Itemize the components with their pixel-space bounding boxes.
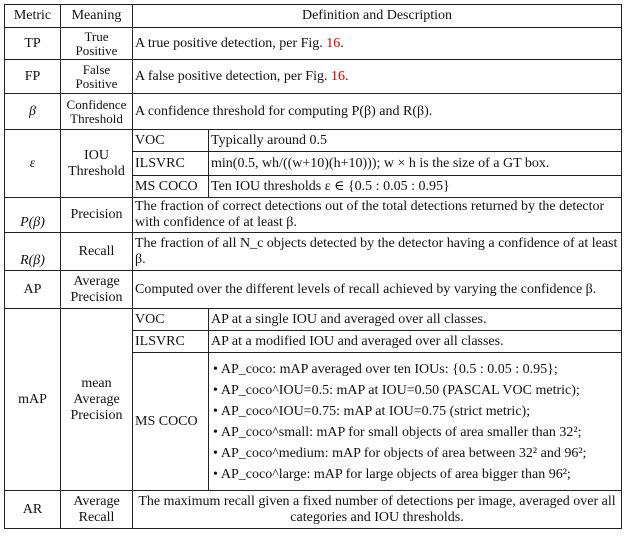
eps-sub-voc: VOC (133, 130, 209, 152)
header-metric: Metric (5, 5, 61, 28)
map-desc-ilsvrc: AP at a modified IOU and averaged over all classes. (209, 331, 622, 353)
eps-desc-coco: Ten IOU thresholds ε ∈ {0.5 : 0.05 : 0.95} (209, 176, 622, 198)
header-meaning: Meaning (61, 5, 133, 28)
meaning-ar: Average Recall (61, 491, 133, 529)
header-row (5, 5, 622, 28)
meaning-map: mean Average Precision (61, 309, 133, 491)
metric-fp: FP (5, 60, 61, 94)
desc-tp: A true positive detection, per Fig. 16. (133, 28, 622, 60)
table-row (5, 94, 622, 130)
map-sub-coco: MS COCO (133, 353, 209, 491)
map-sub-voc: VOC (133, 309, 209, 331)
metric-map: mAP (5, 309, 61, 491)
meaning-beta: Confidence Threshold (61, 94, 133, 130)
metric-tp: TP (5, 28, 61, 60)
meaning-epsilon: IOU Threshold (61, 130, 133, 198)
header-definition: Definition and Description (133, 5, 622, 28)
list-item: • AP_coco^IOU=0.75: mAP at IOU=0.75 (strict metric); (213, 403, 531, 419)
table-row (5, 309, 622, 331)
meaning-tp: True Positive (61, 28, 133, 60)
eps-sub-ilsvrc: ILSVRC (133, 152, 209, 176)
metric-recall: R(β) (5, 233, 61, 271)
map-sub-ilsvrc: ILSVRC (133, 331, 209, 353)
map-desc-voc: AP at a single IOU and averaged over all classes. (209, 309, 622, 331)
eps-desc-ilsvrc: min(0.5, wh/((w+10)(h+10))); w × h is the size of a GT box. (209, 152, 622, 176)
figure-ref-link[interactable]: 16 (330, 68, 345, 84)
metric-ar: AR (5, 491, 61, 529)
metric-beta: β (5, 94, 61, 130)
coco-metric-list (211, 359, 619, 485)
list-item: • AP_coco^medium: mAP for objects of area between 32² and 96²; (213, 445, 587, 461)
meaning-precision: Precision (61, 198, 133, 233)
eps-desc-voc: Typically around 0.5 (209, 130, 622, 152)
figure-ref-link[interactable]: 16 (326, 35, 341, 51)
metric-ap: AP (5, 271, 61, 309)
table-row (5, 233, 622, 271)
desc-fp: A false positive detection, per Fig. 16. (133, 60, 622, 94)
meaning-ap: Average Precision (61, 271, 133, 309)
map-desc-coco (209, 353, 622, 491)
list-item: • AP_coco: mAP averaged over ten IOUs: {0.5 : 0.05 : 0.95}; (213, 361, 558, 377)
eps-sub-coco: MS COCO (133, 176, 209, 198)
meaning-fp: False Positive (61, 60, 133, 94)
metric-precision: P(β) (5, 198, 61, 233)
list-item: • AP_coco^large: mAP for large objects of area bigger than 96²; (213, 466, 571, 482)
table-row (5, 28, 622, 60)
table-row (5, 130, 622, 152)
desc-ap: Computed over the different levels of recall achieved by varying the confidence β. (133, 271, 622, 309)
metric-epsilon: ε (5, 130, 61, 198)
table-row (5, 198, 622, 233)
table-row (5, 60, 622, 94)
desc-ar: The maximum recall given a fixed number of detections per image, averaged over all categories and IOU thresholds. (133, 491, 622, 529)
desc-precision: The fraction of correct detections out of the total detections returned by the detector with confidence of at least β. (133, 198, 622, 233)
list-item: • AP_coco^small: mAP for small objects of area smaller than 32²; (213, 424, 582, 440)
list-item: • AP_coco^IOU=0.5: mAP at IOU=0.50 (PASCAL VOC metric); (213, 382, 580, 398)
metrics-table (4, 4, 622, 529)
table-row (5, 491, 622, 529)
meaning-recall: Recall (61, 233, 133, 271)
desc-recall: The fraction of all N_c objects detected by the detector having a confidence of at least β. (133, 233, 622, 271)
desc-beta: A confidence threshold for computing P(β) and R(β). (133, 94, 622, 130)
table-row (5, 271, 622, 309)
